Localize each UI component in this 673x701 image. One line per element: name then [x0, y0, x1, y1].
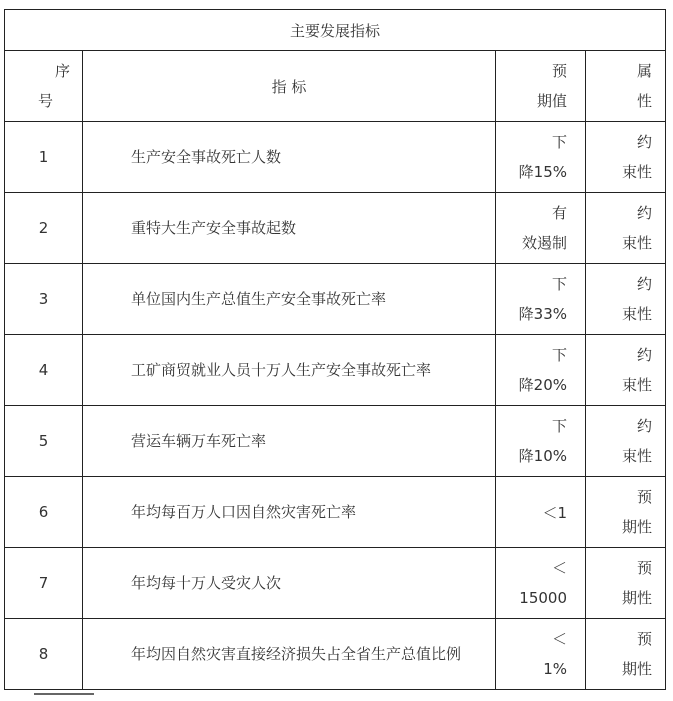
- row-indicator: 重特大生产安全事故起数: [83, 193, 496, 264]
- row-value-line2: 15000: [519, 589, 567, 607]
- header-row: [5, 51, 666, 122]
- row-attribute: [586, 122, 666, 193]
- header-expected-line1: 预: [551, 62, 567, 80]
- header-no: [5, 51, 83, 122]
- row-value: [496, 406, 586, 477]
- row-attribute: [586, 548, 666, 619]
- row-attribute: [586, 193, 666, 264]
- indicators-table: [4, 9, 666, 690]
- header-attribute-line2: 性: [637, 92, 653, 110]
- table-row: [5, 406, 666, 477]
- row-indicator: 营运车辆万车死亡率: [83, 406, 496, 477]
- table-row: [5, 122, 666, 193]
- row-attribute-line2: 束性: [622, 376, 653, 394]
- header-attribute: [586, 51, 666, 122]
- row-value-line1: 下: [551, 346, 567, 364]
- row-indicator: 年均每百万人口因自然灾害死亡率: [83, 477, 496, 548]
- header-expected: [496, 51, 586, 122]
- row-value: [496, 548, 586, 619]
- row-attribute: [586, 619, 666, 690]
- row-no: 8: [5, 619, 83, 690]
- row-value-line1: ＜: [551, 559, 567, 577]
- row-indicator: 生产安全事故死亡人数: [83, 122, 496, 193]
- row-attribute-line2: 束性: [622, 305, 653, 323]
- row-value: [496, 122, 586, 193]
- row-attribute: [586, 406, 666, 477]
- row-value-line1: 下: [551, 417, 567, 435]
- header-no-line1: 序: [55, 62, 71, 80]
- row-attribute: [586, 477, 666, 548]
- table-row: [5, 548, 666, 619]
- table-row: [5, 264, 666, 335]
- row-value: ＜1: [496, 477, 586, 548]
- page-bottom-divider: [34, 693, 94, 695]
- row-attribute-line2: 束性: [622, 447, 653, 465]
- row-no: 5: [5, 406, 83, 477]
- header-expected-line2: 期值: [536, 92, 567, 110]
- row-value: [496, 264, 586, 335]
- row-attribute-line1: 约: [637, 346, 653, 364]
- row-no: 4: [5, 335, 83, 406]
- header-no-line2: 号: [38, 92, 54, 110]
- row-value-line2: 降20%: [518, 376, 567, 394]
- row-attribute-line1: 预: [637, 559, 653, 577]
- row-attribute-line2: 期性: [622, 589, 653, 607]
- row-indicator: 年均每十万人受灾人次: [83, 548, 496, 619]
- table-row: [5, 193, 666, 264]
- row-value-line2: 降33%: [518, 305, 567, 323]
- row-attribute-line2: 期性: [622, 660, 653, 678]
- row-attribute-line1: 约: [637, 275, 653, 293]
- table-title: 主要发展指标: [5, 10, 666, 51]
- row-no: 6: [5, 477, 83, 548]
- row-attribute-line2: 束性: [622, 234, 653, 252]
- table-row: [5, 335, 666, 406]
- row-value-line1: ＜: [551, 630, 567, 648]
- row-attribute-line1: 预: [637, 488, 653, 506]
- row-attribute: [586, 335, 666, 406]
- row-attribute-line1: 约: [637, 417, 653, 435]
- row-attribute-line2: 束性: [622, 163, 653, 181]
- row-indicator: 单位国内生产总值生产安全事故死亡率: [83, 264, 496, 335]
- row-no: 3: [5, 264, 83, 335]
- row-attribute: [586, 264, 666, 335]
- row-no: 7: [5, 548, 83, 619]
- table-row: [5, 477, 666, 548]
- row-value-line2: 1%: [543, 660, 567, 678]
- row-value: [496, 193, 586, 264]
- row-attribute-line1: 预: [637, 630, 653, 648]
- row-attribute-line2: 期性: [622, 518, 653, 536]
- row-no: 2: [5, 193, 83, 264]
- header-attribute-line1: 属: [637, 62, 653, 80]
- row-indicator: 工矿商贸就业人员十万人生产安全事故死亡率: [83, 335, 496, 406]
- row-value-line2: 降10%: [518, 447, 567, 465]
- row-attribute-line1: 约: [637, 204, 653, 222]
- row-value-line1: 有: [551, 204, 567, 222]
- row-indicator: 年均因自然灾害直接经济损失占全省生产总值比例: [83, 619, 496, 690]
- table-row: [5, 619, 666, 690]
- row-value: [496, 335, 586, 406]
- row-value-line1: 下: [551, 275, 567, 293]
- row-value-line2: 效遏制: [521, 234, 567, 252]
- header-indicator: 指 标: [83, 51, 496, 122]
- row-value-line1: 下: [551, 133, 567, 151]
- row-value-line2: 降15%: [518, 163, 567, 181]
- row-value: [496, 619, 586, 690]
- row-attribute-line1: 约: [637, 133, 653, 151]
- row-no: 1: [5, 122, 83, 193]
